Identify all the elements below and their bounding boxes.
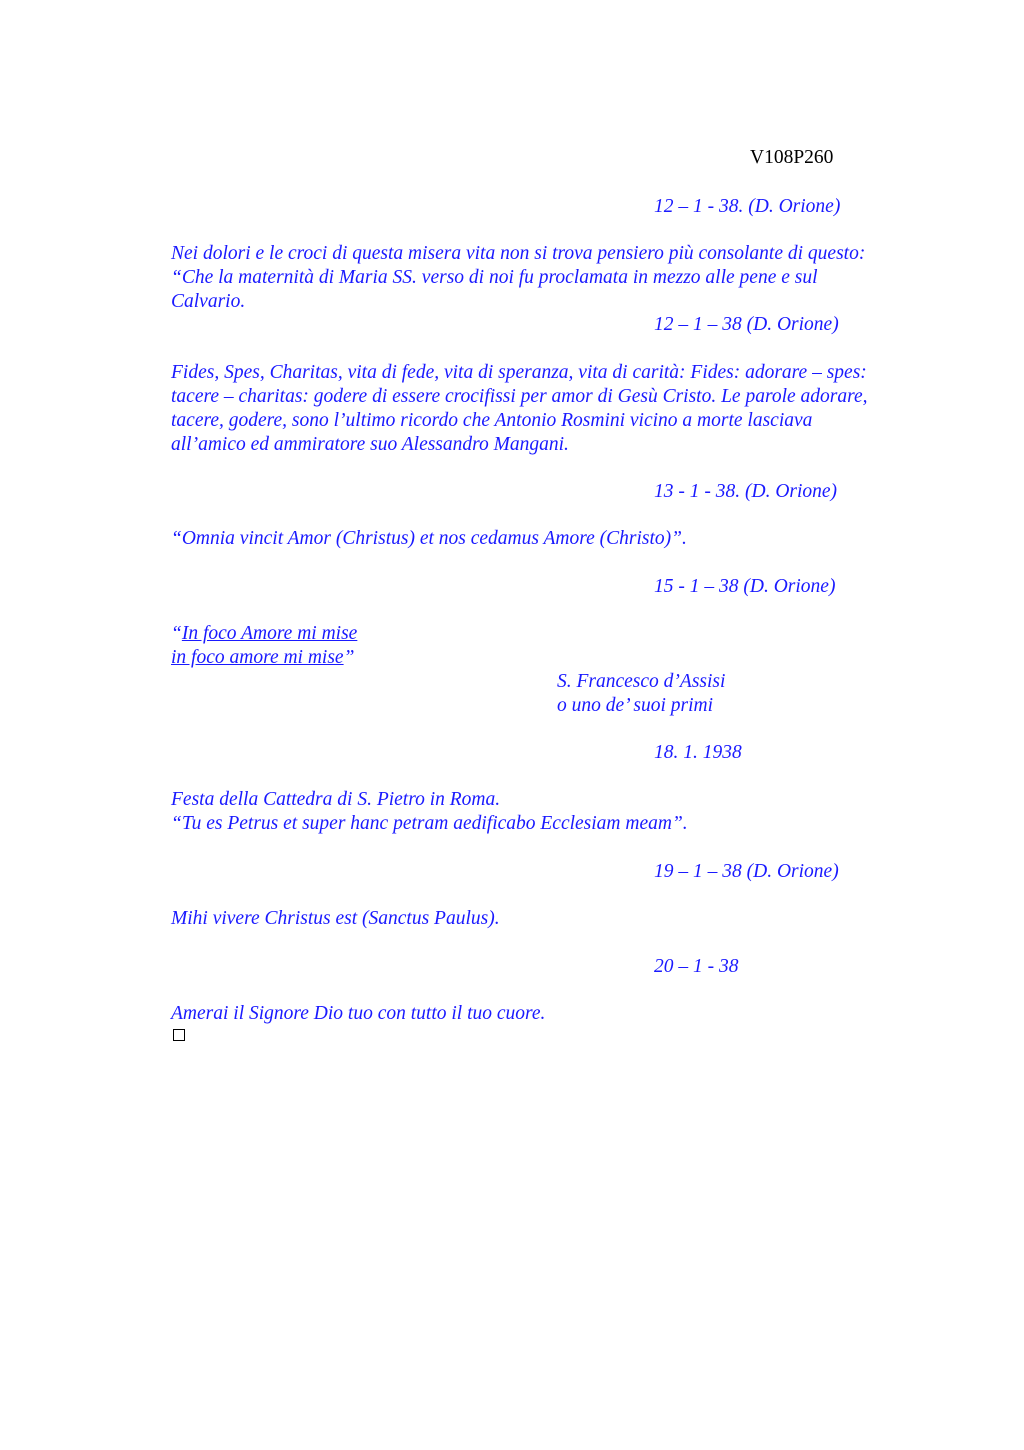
text-line: Festa della Cattedra di S. Pietro in Roma. xyxy=(171,789,501,810)
entry-date: 19 – 1 – 38 (D. Orione) xyxy=(654,861,839,882)
page-code: V108P260 xyxy=(750,147,834,168)
entry-text xyxy=(171,361,868,457)
poem xyxy=(171,622,357,670)
text-line: Nei dolori e le croci di questa misera vita non si trova pensiero più consolante di questo: xyxy=(171,243,866,264)
poem-line-text: In foco Amore mi mise xyxy=(181,623,358,644)
entry-date: 12 – 1 – 38 (D. Orione) xyxy=(654,314,839,335)
end-square-icon xyxy=(173,1029,185,1041)
entry-text: “Omnia vincit Amor (Christus) et nos cedamus Amore (Christo)”. xyxy=(171,528,687,549)
text-line: tacere, godere, sono l’ultimo ricordo che Antonio Rosmini vicino a morte lasciava xyxy=(171,410,813,431)
entry-text xyxy=(171,242,865,314)
open-quote: “ xyxy=(171,623,182,644)
text-line: “Che la maternità di Maria SS. verso di noi fu proclamata in mezzo alle pene e sul xyxy=(171,267,818,288)
attribution xyxy=(557,670,725,718)
text-line: tacere – charitas: godere di essere crocifissi per amor di Gesù Cristo. Le parole adorare, xyxy=(171,386,868,407)
text-line: Calvario. xyxy=(171,291,246,312)
attribution-line: S. Francesco d’Assisi xyxy=(557,671,726,692)
entry-date: 15 - 1 – 38 (D. Orione) xyxy=(654,576,836,597)
poem-line-2 xyxy=(171,646,357,670)
entry-date: 12 – 1 - 38. (D. Orione) xyxy=(654,196,841,217)
poem-line-text: in foco amore mi mise xyxy=(171,647,344,668)
entry-date: 18. 1. 1938 xyxy=(654,742,742,763)
poem-line-1 xyxy=(171,622,357,646)
attribution-line: o uno de’ suoi primi xyxy=(557,695,713,716)
entry-text: Amerai il Signore Dio tuo con tutto il tuo cuore. xyxy=(171,1003,546,1024)
close-quote: ” xyxy=(343,647,355,668)
text-line: all’amico ed ammiratore suo Alessandro Mangani. xyxy=(171,434,569,455)
entry-text xyxy=(171,788,688,836)
text-line: Fides, Spes, Charitas, vita di fede, vita di speranza, vita di carità: Fides: adorare – spes: xyxy=(171,362,867,383)
entry-date: 13 - 1 - 38. (D. Orione) xyxy=(654,481,838,502)
entry-date: 20 – 1 - 38 xyxy=(654,956,739,977)
text-line: “Tu es Petrus et super hanc petram aedificabo Ecclesiam meam”. xyxy=(171,813,688,834)
entry-text: Mihi vivere Christus est (Sanctus Paulus). xyxy=(171,908,500,929)
